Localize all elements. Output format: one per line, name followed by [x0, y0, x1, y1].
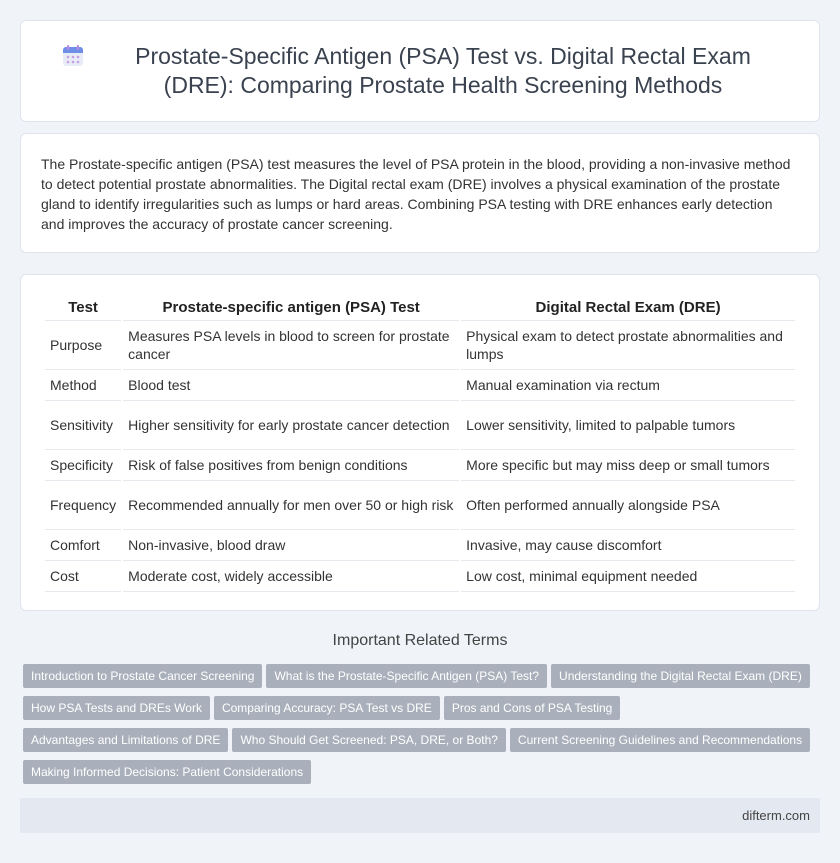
related-term-tag[interactable]: How PSA Tests and DREs Work [23, 696, 210, 720]
table-cell: Manual examination via rectum [461, 370, 795, 401]
row-label: Frequency [45, 481, 121, 530]
table-cell: Risk of false positives from benign conditions [123, 450, 459, 481]
column-header: Prostate-specific antigen (PSA) Test [123, 295, 459, 321]
related-terms-list [23, 664, 823, 792]
column-header: Digital Rectal Exam (DRE) [461, 295, 795, 321]
related-term-tag[interactable]: Making Informed Decisions: Patient Considerations [23, 760, 311, 784]
related-term-tag[interactable]: Who Should Get Screened: PSA, DRE, or Both? [232, 728, 505, 752]
table-row [45, 481, 795, 530]
table-header-row [45, 295, 795, 321]
table-row [45, 530, 795, 561]
row-label: Comfort [45, 530, 121, 561]
related-term-tag[interactable]: Pros and Cons of PSA Testing [444, 696, 621, 720]
footer-bar [20, 798, 820, 833]
table-row [45, 561, 795, 592]
related-terms-heading: Important Related Terms [332, 632, 508, 649]
calendar-icon [61, 44, 85, 68]
row-label: Purpose [45, 321, 121, 370]
table-cell: Physical exam to detect prostate abnormalities and lumps [461, 321, 795, 370]
table-cell: More specific but may miss deep or small tumors [461, 450, 795, 481]
table-cell: Non-invasive, blood draw [123, 530, 459, 561]
comparison-table [43, 295, 797, 592]
row-label: Method [45, 370, 121, 401]
table-cell: Low cost, minimal equipment needed [461, 561, 795, 592]
table-row [45, 450, 795, 481]
header-card [20, 20, 820, 122]
row-label: Specificity [45, 450, 121, 481]
row-label: Cost [45, 561, 121, 592]
table-cell: Invasive, may cause discomfort [461, 530, 795, 561]
related-term-tag[interactable]: Comparing Accuracy: PSA Test vs DRE [214, 696, 440, 720]
related-term-tag[interactable]: Current Screening Guidelines and Recommendations [510, 728, 810, 752]
table-row [45, 370, 795, 401]
table-cell: Moderate cost, widely accessible [123, 561, 459, 592]
related-term-tag[interactable]: What is the Prostate-Specific Antigen (PSA) Test? [266, 664, 547, 688]
related-term-tag[interactable]: Understanding the Digital Rectal Exam (DRE) [551, 664, 810, 688]
footer-site-link[interactable]: difterm.com [742, 808, 810, 823]
comparison-table-card [20, 274, 820, 611]
table-cell: Recommended annually for men over 50 or high risk [123, 481, 459, 530]
row-label: Sensitivity [45, 401, 121, 450]
table-cell: Higher sensitivity for early prostate cancer detection [123, 401, 459, 450]
table-cell: Often performed annually alongside PSA [461, 481, 795, 530]
intro-paragraph: The Prostate-specific antigen (PSA) test measures the level of PSA protein in the blood, providing a non-invasive method to detect potential prostate abnormalities. The Digital rectal exam (DRE) involves a physical examination of the prostate gland to identify irregularities such as lumps or hard areas. Combining PSA testing with DRE enhances early detection and improves the accuracy of prostate cancer screening. [41, 156, 791, 232]
intro-card [20, 133, 820, 253]
related-term-tag[interactable]: Introduction to Prostate Cancer Screening [23, 664, 262, 688]
table-cell: Measures PSA levels in blood to screen for prostate cancer [123, 321, 459, 370]
table-row [45, 401, 795, 450]
table-cell: Lower sensitivity, limited to palpable tumors [461, 401, 795, 450]
column-header: Test [45, 295, 121, 321]
table-cell: Blood test [123, 370, 459, 401]
page-title: Prostate-Specific Antigen (PSA) Test vs. Digital Rectal Exam (DRE): Comparing Prostate Health Screening Methods [135, 43, 751, 98]
table-row [45, 321, 795, 370]
related-term-tag[interactable]: Advantages and Limitations of DRE [23, 728, 228, 752]
